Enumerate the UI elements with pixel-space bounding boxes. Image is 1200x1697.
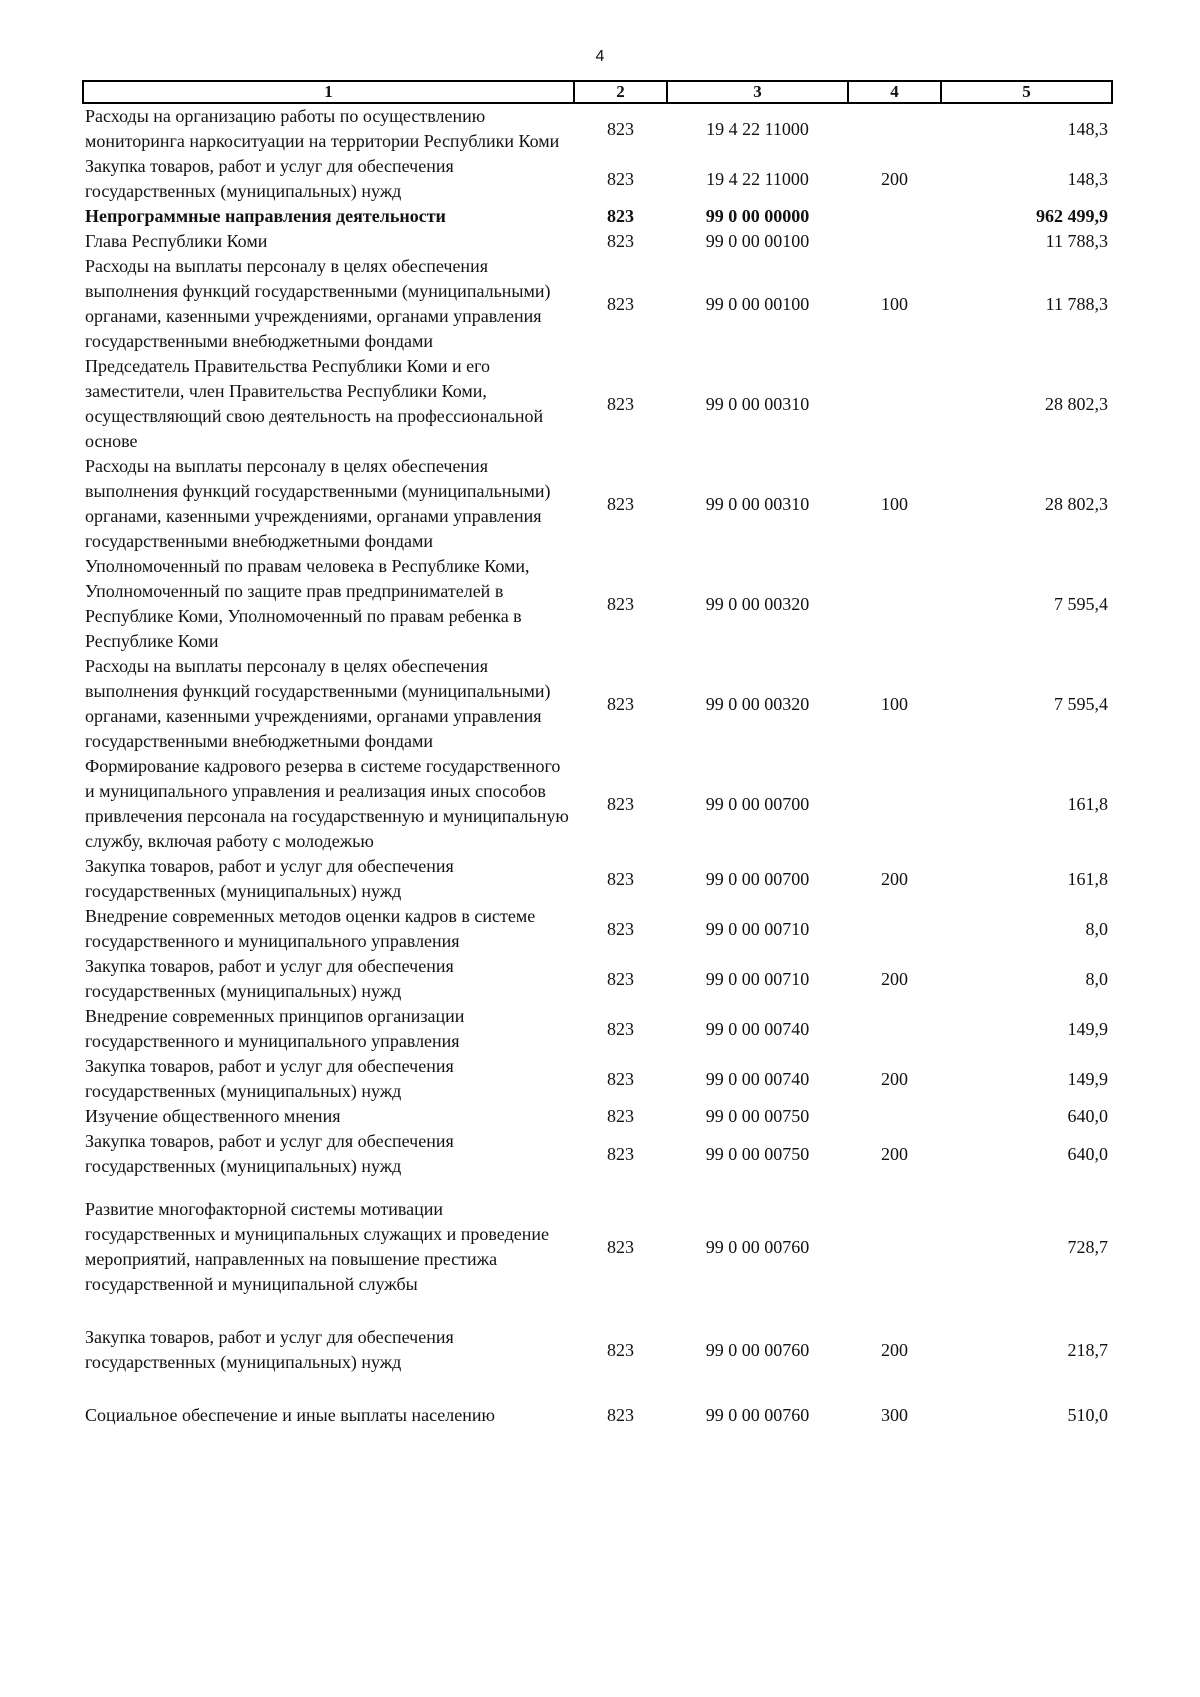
table-row xyxy=(83,1004,1112,1054)
row-section: 823 xyxy=(607,918,634,939)
row-description: Расходы на выплаты персоналу в целях обеспечения выполнения функций государственными (муниципальными) органами, казенными учреждениями, органами управления государственными внебюджетными фондами xyxy=(85,656,551,751)
row-section: 823 xyxy=(607,231,634,251)
row-amount: 149,9 xyxy=(1067,1068,1108,1089)
row-amount: 28 802,3 xyxy=(1045,493,1108,514)
row-description: Формирование кадрового резерва в системе государственного и муниципального управления и реализация иных способов привлечения персонала на государственную и муниципальную службу, включая работу с молодежью xyxy=(85,756,569,851)
table-row xyxy=(83,1054,1112,1104)
row-expense-kind: 100 xyxy=(881,693,908,714)
row-target-code: 99 0 00 00700 xyxy=(705,868,810,889)
row-expense-kind: 200 xyxy=(881,868,908,889)
row-expense-kind: 200 xyxy=(881,968,908,989)
row-description: Закупка товаров, работ и услуг для обеспечения государственных (муниципальных) нужд xyxy=(85,1327,454,1372)
row-expense-kind xyxy=(848,229,941,254)
table-row xyxy=(83,1179,1112,1307)
row-expense-kind: 200 xyxy=(881,1068,908,1089)
row-amount: 161,8 xyxy=(1067,868,1108,889)
row-amount: 8,0 xyxy=(1085,918,1108,939)
row-expense-kind xyxy=(848,204,941,229)
row-description: Председатель Правительства Республики Коми и его заместители, член Правительства Республики Коми, осуществляющий свою деятельность на профессиональной основе xyxy=(85,356,544,451)
row-section: 823 xyxy=(607,168,634,189)
row-target-code: 99 0 00 00760 xyxy=(705,1339,810,1360)
row-target-code: 99 0 00 00710 xyxy=(705,968,810,989)
row-section: 823 xyxy=(607,793,634,814)
row-amount: 640,0 xyxy=(1067,1106,1108,1126)
table-row xyxy=(83,754,1112,854)
page-number: 4 xyxy=(595,48,605,65)
row-amount: 7 595,4 xyxy=(1054,593,1108,614)
row-expense-kind: 200 xyxy=(881,1339,908,1360)
row-target-code: 99 0 00 00100 xyxy=(705,231,810,251)
row-target-code: 99 0 00 00310 xyxy=(705,493,810,514)
row-amount: 148,3 xyxy=(1067,118,1108,139)
row-expense-kind xyxy=(848,1004,941,1054)
row-description: Закупка товаров, работ и услуг для обеспечения государственных (муниципальных) нужд xyxy=(85,956,454,1001)
table-row xyxy=(83,103,1112,154)
row-amount: 161,8 xyxy=(1067,793,1108,814)
table-row xyxy=(83,454,1112,554)
row-section: 823 xyxy=(607,1339,634,1360)
table-row xyxy=(83,1104,1112,1129)
row-amount: 7 595,4 xyxy=(1054,693,1108,714)
header-row xyxy=(83,81,1112,103)
row-section: 823 xyxy=(607,1106,634,1126)
table-row xyxy=(83,354,1112,454)
row-target-code: 99 0 00 00310 xyxy=(705,393,810,414)
row-expense-kind xyxy=(848,1104,941,1129)
row-section: 823 xyxy=(607,393,634,414)
row-expense-kind xyxy=(848,103,941,154)
row-amount: 11 788,3 xyxy=(1045,293,1108,314)
row-target-code: 99 0 00 00750 xyxy=(705,1143,810,1164)
row-target-code: 99 0 00 00000 xyxy=(705,206,810,226)
row-section: 823 xyxy=(607,206,634,226)
table-row xyxy=(83,954,1112,1004)
row-description: Непрограммные направления деятельности xyxy=(85,206,446,226)
row-description: Уполномоченный по правам человека в Республике Коми, Уполномоченный по защите прав предпринимателей в Республике Коми, Уполномоченный по правам ребенка в Республике Коми xyxy=(85,556,530,651)
header-col-4: 4 xyxy=(848,81,941,103)
row-target-code: 19 4 22 11000 xyxy=(706,168,809,189)
row-expense-kind xyxy=(848,354,941,454)
row-section: 823 xyxy=(607,1068,634,1089)
row-description: Закупка товаров, работ и услуг для обеспечения государственных (муниципальных) нужд xyxy=(85,856,454,901)
row-section: 823 xyxy=(607,1143,634,1164)
row-target-code: 99 0 00 00760 xyxy=(705,1236,810,1257)
table-row xyxy=(83,854,1112,904)
row-section: 823 xyxy=(607,1405,634,1425)
table-row xyxy=(83,654,1112,754)
row-section: 823 xyxy=(607,868,634,889)
row-target-code: 99 0 00 00320 xyxy=(705,693,810,714)
row-section: 823 xyxy=(607,968,634,989)
row-amount: 28 802,3 xyxy=(1045,393,1108,414)
row-description: Глава Республики Коми xyxy=(85,231,268,251)
row-target-code: 99 0 00 00740 xyxy=(705,1018,810,1039)
row-section: 823 xyxy=(607,1018,634,1039)
table-row xyxy=(83,904,1112,954)
header-col-5: 5 xyxy=(941,81,1112,103)
row-expense-kind xyxy=(848,554,941,654)
row-description: Изучение общественного мнения xyxy=(85,1106,341,1126)
table-header xyxy=(83,81,1112,103)
row-description: Расходы на выплаты персоналу в целях обеспечения выполнения функций государственными (муниципальными) органами, казенными учреждениями, органами управления государственными внебюджетными фондами xyxy=(85,456,551,551)
row-description: Развитие многофакторной системы мотивации государственных и муниципальных служащих и проведение мероприятий, направленных на повышение престижа государственной и муниципальной службы xyxy=(85,1199,549,1294)
budget-table xyxy=(82,80,1113,1438)
row-amount: 510,0 xyxy=(1067,1405,1108,1425)
row-description: Закупка товаров, работ и услуг для обеспечения государственных (муниципальных) нужд xyxy=(85,1131,454,1176)
table-row xyxy=(83,229,1112,254)
row-target-code: 99 0 00 00740 xyxy=(705,1068,810,1089)
row-section: 823 xyxy=(607,1236,634,1257)
table-row xyxy=(83,554,1112,654)
row-expense-kind: 100 xyxy=(881,493,908,514)
row-description: Закупка товаров, работ и услуг для обеспечения государственных (муниципальных) нужд xyxy=(85,1056,454,1101)
row-target-code: 99 0 00 00760 xyxy=(705,1405,810,1425)
row-target-code: 99 0 00 00700 xyxy=(705,793,810,814)
row-expense-kind: 200 xyxy=(881,168,908,189)
row-amount: 962 499,9 xyxy=(1036,206,1108,226)
row-amount: 149,9 xyxy=(1067,1018,1108,1039)
row-target-code: 99 0 00 00100 xyxy=(705,293,810,314)
row-amount: 728,7 xyxy=(1067,1236,1108,1257)
row-section: 823 xyxy=(607,593,634,614)
row-section: 823 xyxy=(607,293,634,314)
row-description: Закупка товаров, работ и услуг для обеспечения государственных (муниципальных) нужд xyxy=(85,156,454,201)
table-row xyxy=(83,254,1112,354)
row-expense-kind xyxy=(848,754,941,854)
table-body xyxy=(83,103,1112,1438)
row-amount: 8,0 xyxy=(1085,968,1108,989)
row-target-code: 99 0 00 00750 xyxy=(705,1106,810,1126)
row-section: 823 xyxy=(607,693,634,714)
table-row xyxy=(83,1307,1112,1385)
row-amount: 218,7 xyxy=(1067,1339,1108,1360)
row-target-code: 99 0 00 00320 xyxy=(705,593,810,614)
row-expense-kind xyxy=(848,904,941,954)
row-expense-kind: 100 xyxy=(881,293,908,314)
row-target-code: 99 0 00 00710 xyxy=(705,918,810,939)
row-expense-kind: 200 xyxy=(881,1143,908,1164)
header-col-3: 3 xyxy=(667,81,848,103)
row-target-code: 19 4 22 11000 xyxy=(706,118,809,139)
row-description: Внедрение современных принципов организации государственного и муниципального управления xyxy=(85,1006,465,1051)
row-section: 823 xyxy=(607,493,634,514)
row-expense-kind: 300 xyxy=(881,1405,908,1425)
table-row xyxy=(83,1385,1112,1438)
header-col-2: 2 xyxy=(574,81,667,103)
table-row-total xyxy=(83,204,1112,229)
row-expense-kind xyxy=(848,1179,941,1307)
row-amount: 11 788,3 xyxy=(1045,231,1108,251)
row-amount: 640,0 xyxy=(1067,1143,1108,1164)
row-description: Социальное обеспечение и иные выплаты населению xyxy=(85,1405,495,1425)
table-row xyxy=(83,154,1112,204)
table-row xyxy=(83,1129,1112,1179)
row-section: 823 xyxy=(607,118,634,139)
header-col-1: 1 xyxy=(83,81,574,103)
row-description: Расходы на организацию работы по осуществлению мониторинга наркоситуации на территории Республики Коми xyxy=(85,106,560,151)
row-description: Внедрение современных методов оценки кадров в системе государственного и муниципального управления xyxy=(85,906,536,951)
row-description: Расходы на выплаты персоналу в целях обеспечения выполнения функций государственными (муниципальными) органами, казенными учреждениями, органами управления государственными внебюджетными фондами xyxy=(85,256,551,351)
row-amount: 148,3 xyxy=(1067,168,1108,189)
